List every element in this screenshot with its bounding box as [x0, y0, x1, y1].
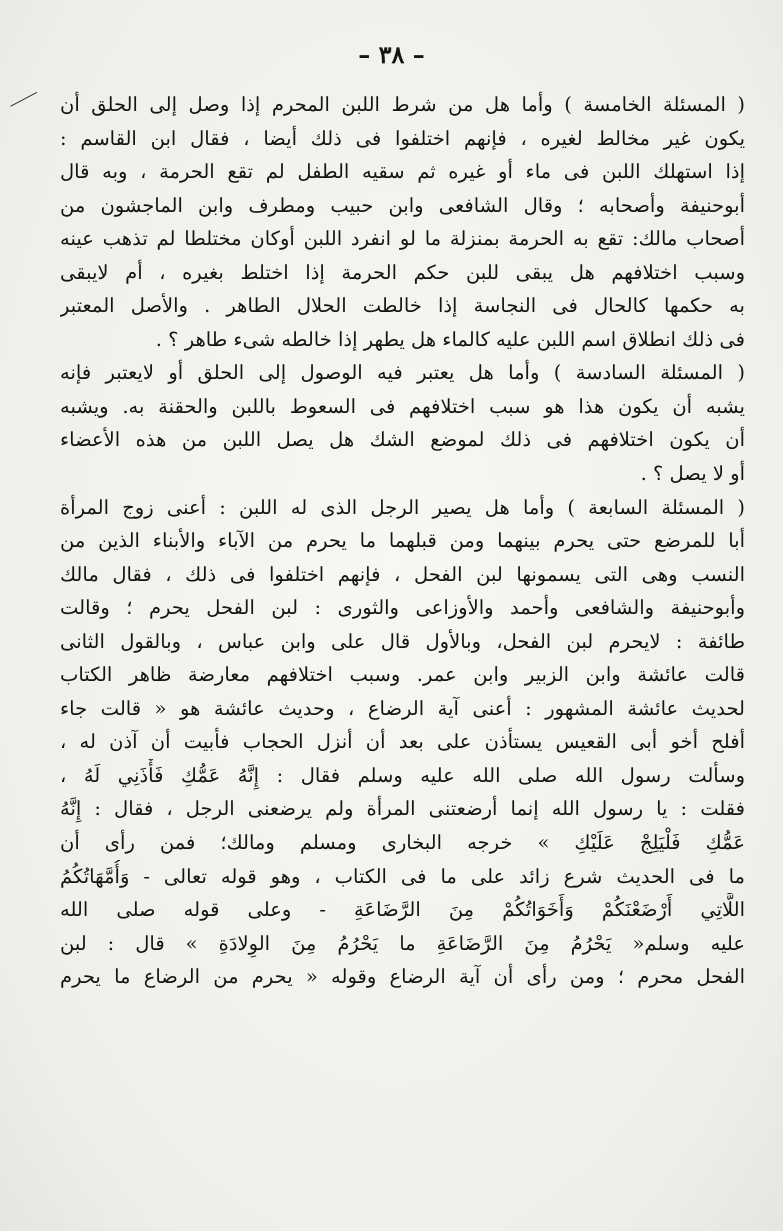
margin-pencil-mark	[10, 92, 44, 119]
text-line: لحديث عائشة المشهور : أعنى آية الرضاع ، وحديث عائشة هو « قالت جاء	[60, 696, 745, 720]
text-line: أو لا يصل ؟ .	[640, 462, 745, 486]
text-line: طائفة : لايحرم لبن الفحل، وبالأول قال على وابن عباس ، وبالقول الثانى	[60, 629, 745, 653]
body-text	[60, 88, 745, 994]
text-line: أن يكون اختلافهم فى ذلك لموضع الشك هل يصل اللبن من هذه الأعضاء	[60, 428, 745, 452]
text-line: ( المسئلة السابعة ) وأما هل يصير الرجل الذى له اللبن : أعنى زوج المرأة	[60, 495, 745, 519]
text-line: يكون غير مخالط لغيره ، فإنهم اختلفوا فى ذلك أيضا ، فقال ابن القاسم :	[60, 126, 745, 150]
text-line: أفلح أخو أبى القعيس يستأذن على بعد أن أنزل الحجاب فأبيت أن آذن له ،	[60, 730, 745, 754]
text-line: عَمُّكِ فَلْيَلِجْ عَلَيْكِ » خرجه البخارى ومسلم ومالك؛ فمن رأى أن	[60, 831, 745, 855]
text-line: عليه وسلم« يَحْرُمُ مِنَ الرَّضَاعَةِ ما يَحْرُمُ مِنَ الوِلادَةِ » قال : لبن	[60, 931, 745, 955]
text-line: ( المسئلة الخامسة ) وأما هل من شرط اللبن المحرم إذا وصل إلى الحلق أن	[60, 93, 745, 116]
text-line: وسبب اختلافهم هل يبقى للبن حكم الحرمة إذا اختلط بغيره ، أم لايبقى	[60, 260, 745, 284]
text-line: فى ذلك انطلاق اسم اللبن عليه كالماء هل يطهر إذا خالطه شىء طاهر ؟ .	[155, 327, 745, 351]
text-line: به حكمها كالحال فى النجاسة إذا خالطت الحلال الطاهر . والأصل المعتبر	[60, 294, 745, 318]
text-line: وأبوحنيفة والشافعى وأحمد والأوزاعى والثورى : لبن الفحل يحرم ؛ وقالت	[60, 596, 745, 620]
text-line: فقلت : يا رسول الله إنما أرضعتنى المرأة ولم يرضعنى الرجل ، فقال : إِنَّهُ	[60, 797, 745, 821]
text-line: أبوحنيفة وأصحابه ؛ وقال الشافعى وابن حبيب ومطرف وابن الماجشون من	[60, 193, 745, 217]
text-line: الفحل محرم ؛ ومن رأى أن آية الرضاع وقوله « يحرم من الرضاع ما يحرم	[60, 965, 745, 989]
text-line: قالت عائشة وابن الزبير وابن عمر. وسبب اختلافهم معارضة ظاهر الكتاب	[60, 663, 745, 687]
text-line: ( المسئلة السادسة ) وأما هل يعتبر فيه الوصول إلى الحلق أو لايعتبر فإنه	[60, 361, 745, 385]
page-number: – ٣٨ –	[358, 40, 425, 69]
text-line: يشبه أن يكون هذا هو سبب اختلافهم فى السعوط باللبن والحقنة به. ويشبه	[60, 394, 745, 418]
text-line: أصحاب مالك: تقع به الحرمة بمنزلة ما لو انفرد اللبن أوكان مختلطا لم تذهب عينه	[60, 227, 745, 251]
text-line: اللَّاتِي أَرْضَعْنَكُمْ وَأَخَوَاتُكُمْ مِنَ الرَّضَاعَةِ - وعلى قوله صلى الله	[60, 898, 745, 922]
text-line: وسألت رسول الله صلى الله عليه وسلم فقال : إِنَّهُ عَمُّكِ فَأْذَنِي لَهُ ،	[60, 763, 745, 787]
text-line: إذا استهلك اللبن فى ماء أو غيره ثم سقيه الطفل لم تقع الحرمة ، وبه قال	[60, 160, 745, 184]
text-line: ما فى الحديث شرع زائد على ما فى الكتاب ، وهو قوله تعالى - وَأُمَّهَاتُكُمُ	[60, 864, 745, 888]
text-line: النسب وهى التى يسمونها لبن الفحل ، فإنهم اختلفوا فى ذلك ، فقال مالك	[60, 562, 745, 586]
text-line: أبا للمرضع حتى يحرم بينهما ومن قبلهما ما يحرم من الآباء والأبناء الذين من	[60, 529, 745, 553]
